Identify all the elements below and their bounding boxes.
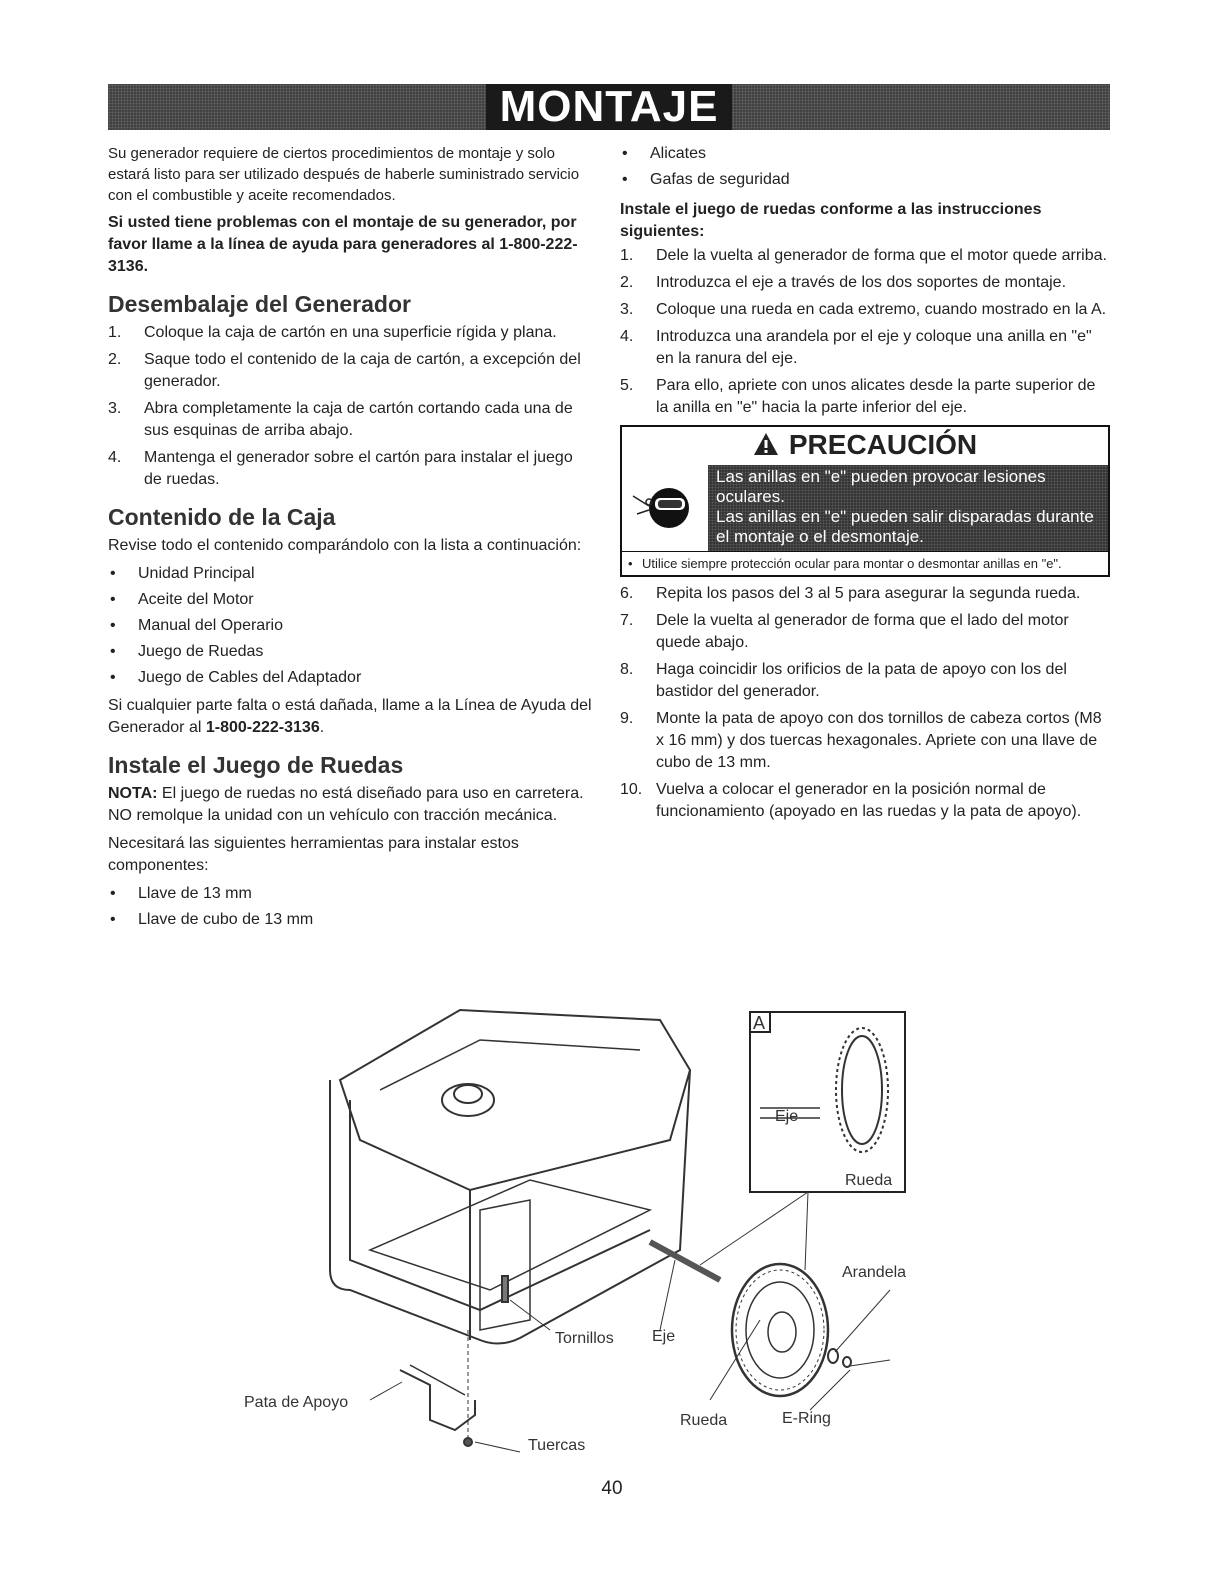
install-steps-a [620,245,1110,419]
install-steps-b [620,583,1110,823]
inset-axle-label: Eje [775,1108,799,1125]
list-item: 6. Repita los pasos del 3 al 5 para asegurar la segunda rueda. [620,584,1081,602]
e-ring-label: E-Ring [782,1410,831,1427]
inset-wheel-label: Rueda [845,1172,893,1189]
eye-protection-icon [622,465,708,551]
washer-label: Arandela [842,1264,907,1281]
tools-list [108,883,594,931]
list-item: 5. Para ello, apriete con unos alicates desde la parte superior de la anilla en "e" hacia la parte inferior del eje. [620,377,1096,416]
list-item: 2. Introduzca el eje a través de los dos soportes de montaje. [620,274,1067,291]
unpack-heading: Desembalaje del Generador [108,291,411,317]
section-title: MONTAJE [486,84,733,130]
list-item: • Llave de cubo de 13 mm [110,911,314,928]
list-item: 4. Mantenga el generador sobre el cartón para instalar el juego de ruedas. [108,449,573,488]
unpack-steps [108,322,594,491]
list-item: • Unidad Principal [110,565,255,582]
help-phone: 1-800-222-3136 [205,719,320,736]
contents-intro: Revise todo el contenido comparándolo con la lista a continuación: [108,537,582,554]
left-column [108,143,594,937]
missing-parts-paragraph: Si cualquier parte falta o está dañada, llame a la Línea de Ayuda del Generador al 1-800-222-3136. [108,697,592,736]
instructions-heading: Instale el juego de ruedas conforme a las instrucciones siguientes: [620,201,1042,240]
list-item: 7. Dele la vuelta al generador de forma que el lado del motor quede abajo. [620,611,1069,651]
wheel-label: Rueda [680,1412,728,1429]
page-number: 40 [601,1478,623,1499]
caution-note: • Utilice siempre protección ocular para montar o desmontar anillas en "e". [622,551,1108,575]
right-column [620,143,1110,829]
list-item: 4. Introduzca una arandela por el eje y coloque una anilla en "e" en la ranura del eje. [620,328,1092,367]
list-item: • Gafas de seguridad [622,171,790,188]
wheels-heading: Instale el Juego de Ruedas [108,752,404,778]
tools-list-continued [620,143,1110,191]
caution-heading: PRECAUCIÓN [622,427,1108,465]
list-item: • Llave de 13 mm [110,885,252,902]
caution-warning-text: Las anillas en "e" pueden provocar lesiones oculares. Las anillas en "e" pueden salir disparadas durante el montaje o el desmontaje. [708,465,1108,551]
contents-list [108,563,594,689]
caution-box [620,425,1110,577]
list-item: • Juego de Cables del Adaptador [110,669,362,686]
intro-paragraph: Su generador requiere de ciertos procedimientos de montaje y solo estará listo para ser utilizado después de haberle suministrado servicio con el combustible y aceite recomendados. [108,145,580,204]
help-line-paragraph: Si usted tiene problemas con el montaje de su generador, por favor llame a la línea de ayuda para generadores al 1-800-222-3136. [108,214,578,275]
tools-intro: Necesitará las siguientes herramientas para instalar estos componentes: [108,835,519,874]
list-item: • Juego de Ruedas [110,643,264,660]
warning-triangle-icon [753,429,779,465]
support-leg-label: Pata de Apoyo [244,1394,349,1411]
list-item: 8. Haga coincidir los orificios de la pata de apoyo con los del bastidor del generador. [620,660,1067,700]
list-item: 2. Saque todo el contenido de la caja de cartón, a excepción del generador. [108,351,581,390]
list-item: 9. Monte la pata de apoyo con dos tornillos de cabeza cortos (M8 x 16 mm) y dos tuercas hexagonales. Apriete con una llave de cubo de 13 mm. [620,709,1102,771]
wheels-note: NOTA: El juego de ruedas no está diseñado para uso en carretera. NO remolque la unidad con un vehículo con tracción mecánica. [108,785,584,824]
list-item: 3. Abra completamente la caja de cartón cortando cada una de sus esquinas de arriba abajo. [108,400,573,439]
list-item: • Aceite del Motor [110,591,254,608]
list-item: 1. Coloque la caja de cartón en una superficie rígida y plana. [108,324,557,341]
assembly-figure [230,990,930,1470]
nuts-label: Tuercas [528,1437,586,1454]
contents-heading: Contenido de la Caja [108,504,336,530]
list-item: • Manual del Operario [110,617,283,634]
section-banner [108,84,1110,130]
bolts-label: Tornillos [555,1330,614,1347]
list-item: 10. Vuelva a colocar el generador en la posición normal de funcionamiento (apoyado en las ruedas y la pata de apoyo). [620,780,1082,820]
list-item: 3. Coloque una rueda en cada extremo, cuando mostrado en la A. [620,301,1107,318]
inset-label-a: A [753,1013,766,1033]
list-item: • Alicates [622,145,707,162]
axle-label: Eje [652,1328,676,1345]
list-item: 1. Dele la vuelta al generador de forma que el motor quede arriba. [620,247,1107,264]
